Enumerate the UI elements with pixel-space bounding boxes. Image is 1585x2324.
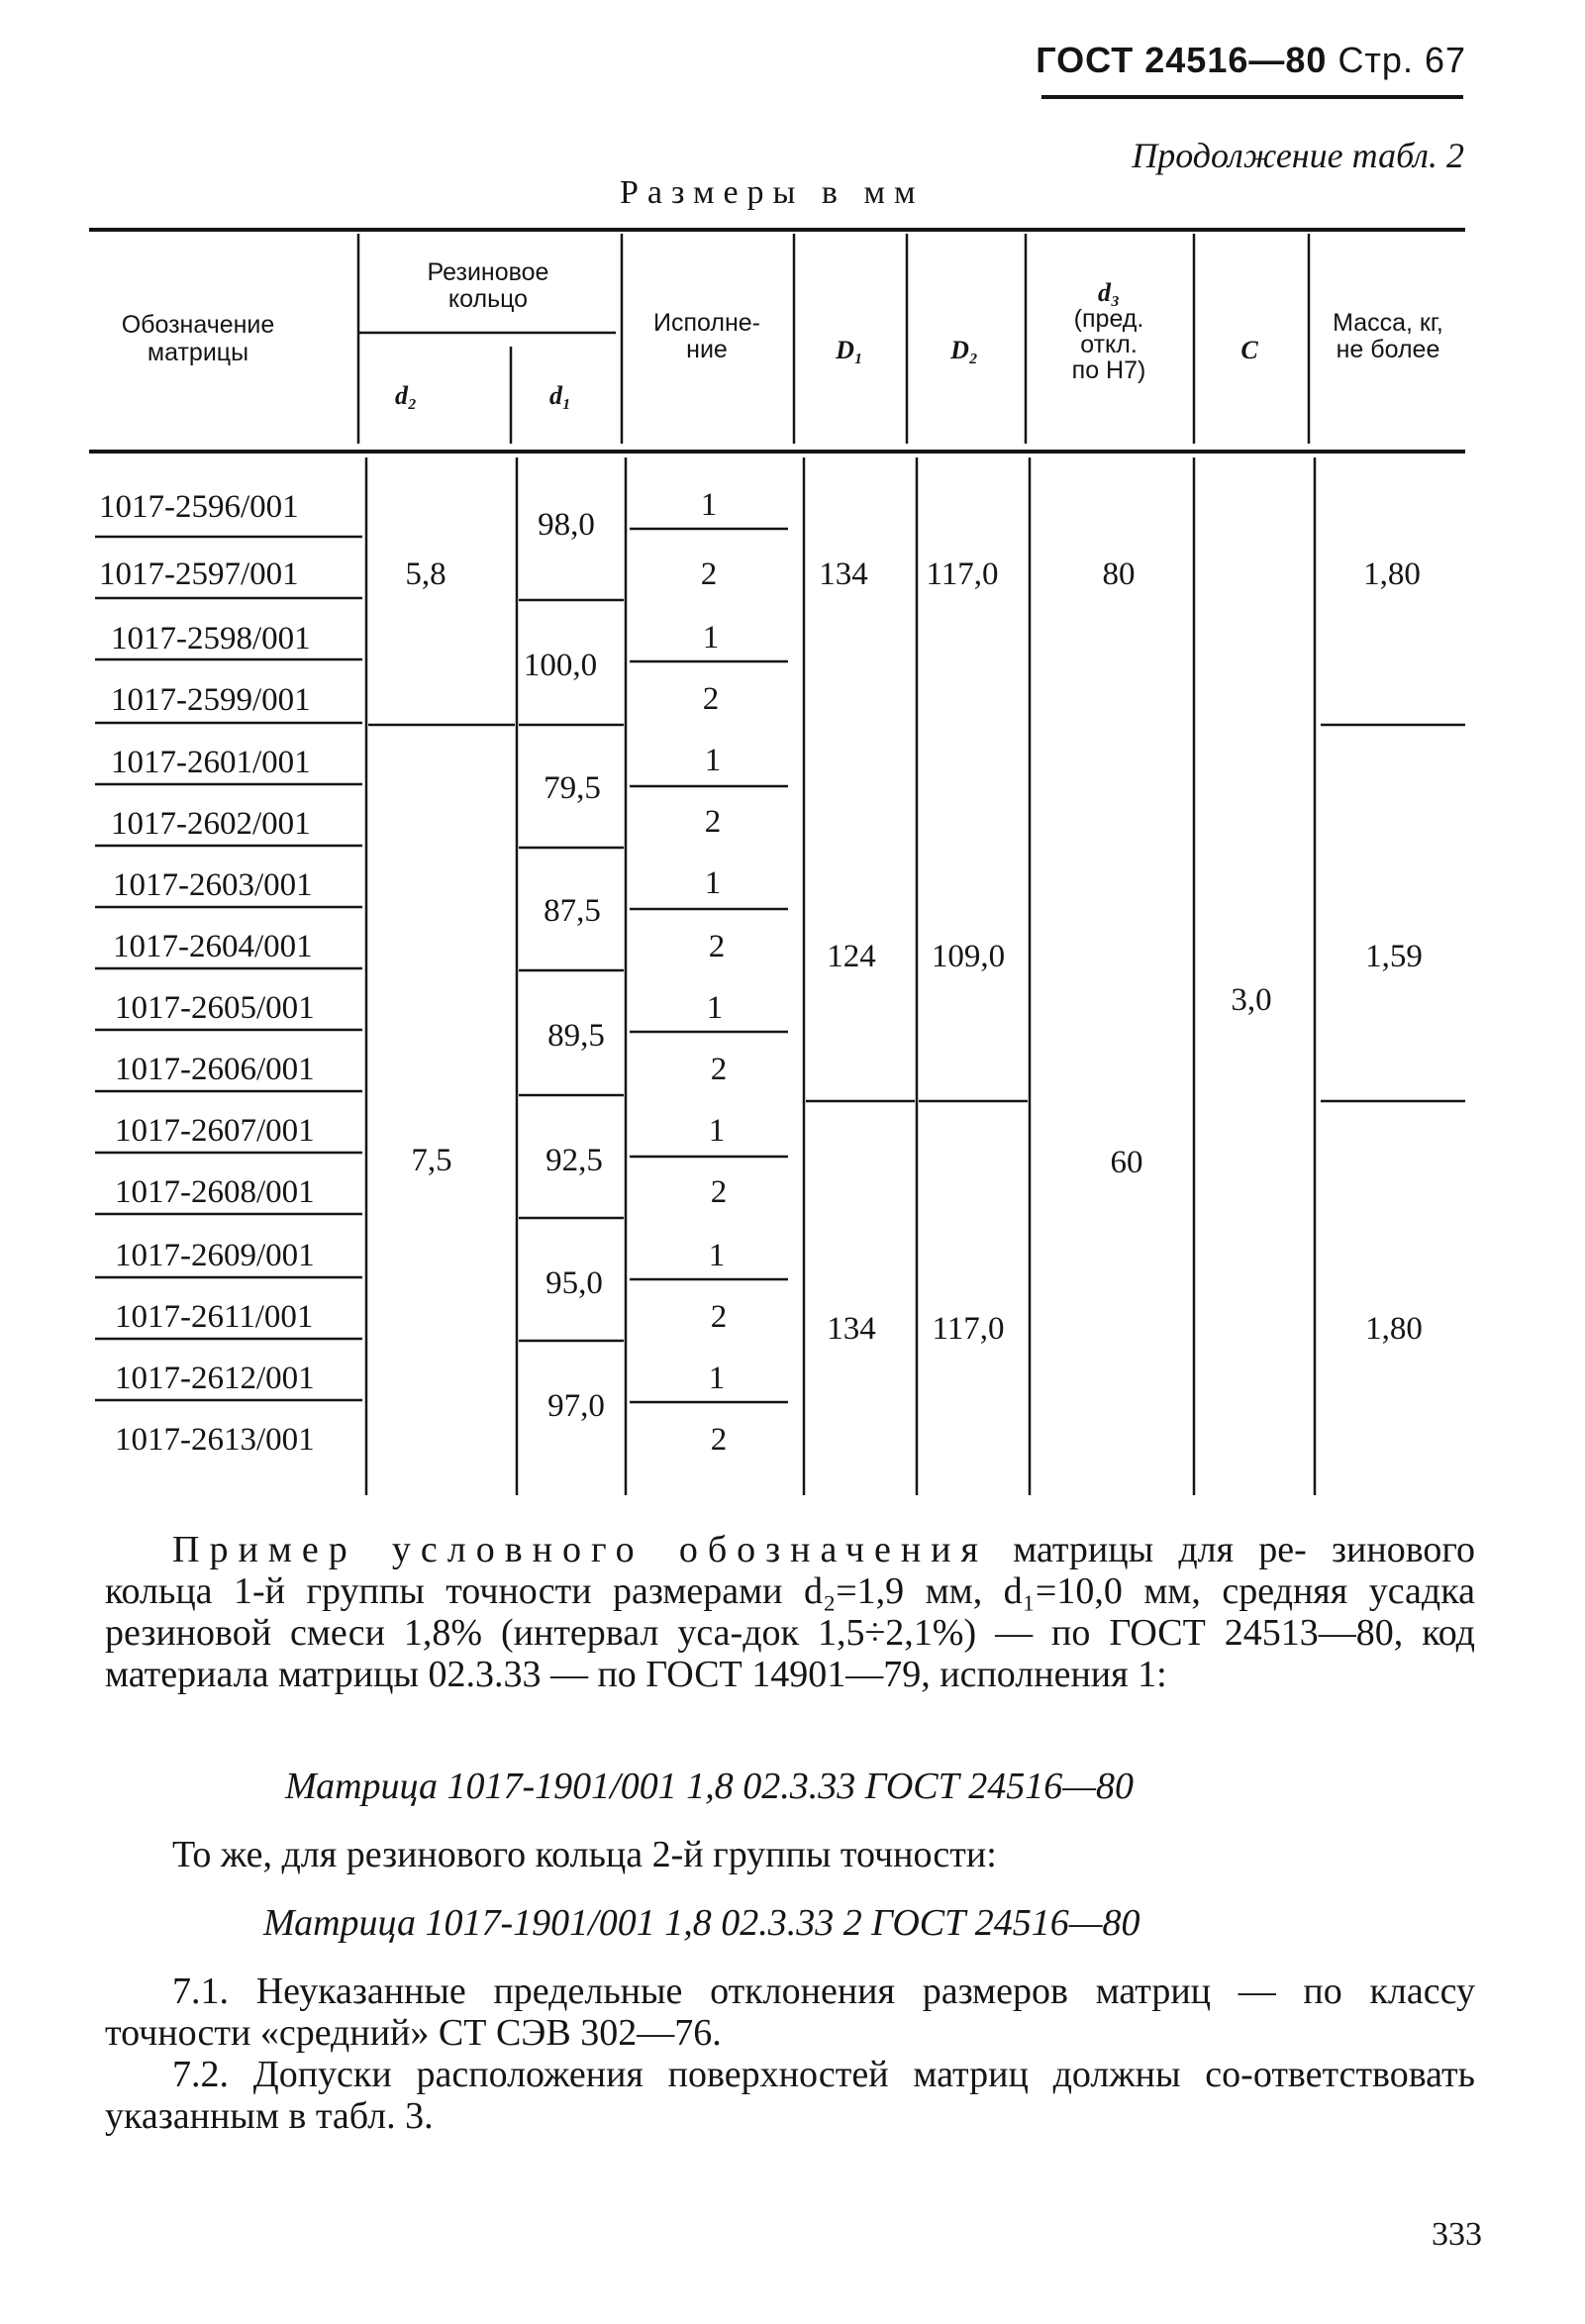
designation-cell: 1017-2604/001: [113, 929, 313, 964]
designation-formula-2: Матрица 1017-1901/001 1,8 02.3.33 2 ГОСТ 24516—80: [263, 1902, 1140, 1944]
D1-cell: 124: [827, 939, 876, 974]
col-header-d1: d₁: [548, 381, 572, 410]
designation-cell: 1017-2608/001: [115, 1174, 315, 1210]
d1-cell: 100,0: [523, 648, 598, 683]
variant-cell: 2: [710, 1052, 728, 1087]
variant-cell: 2: [700, 556, 718, 592]
col-header-d3-line3: откл.: [1080, 331, 1138, 358]
mass-cell: 1,59: [1365, 939, 1423, 974]
mass-cell: 1,80: [1365, 1311, 1423, 1347]
designation-cell: 1017-2597/001: [99, 556, 299, 592]
variant-cell: 1: [700, 487, 718, 523]
variant-cell: 2: [702, 681, 720, 717]
D2-cell: 109,0: [931, 939, 1006, 974]
d1-cell: 89,5: [547, 1018, 605, 1054]
variant-cell: 2: [710, 1174, 728, 1210]
C-cell: 3,0: [1231, 982, 1272, 1018]
col-header-D2: D₂: [950, 336, 978, 364]
col-header-d2: d₂: [394, 381, 418, 410]
designation-cell: 1017-2609/001: [115, 1238, 315, 1273]
variant-cell: 2: [704, 804, 722, 840]
D2-cell: 117,0: [932, 1311, 1005, 1347]
D2-cell: 117,0: [926, 556, 999, 592]
designation-cell: 1017-2603/001: [113, 867, 313, 903]
designation-cell: 1017-2607/001: [115, 1113, 315, 1149]
variant-cell: 2: [708, 929, 726, 964]
d2-cell: 5,8: [405, 556, 446, 592]
example-lead-word: Пример условного обозначения: [172, 1529, 988, 1570]
d2-cell: 7,5: [411, 1143, 452, 1178]
designation-cell: 1017-2612/001: [115, 1361, 315, 1396]
variant-column: [701, 487, 728, 1458]
designation-cell: 1017-2599/001: [111, 682, 311, 718]
second-group-note: То же, для резинового кольца 2-й группы точности:: [172, 1834, 997, 1875]
d1-cell: 92,5: [545, 1143, 603, 1178]
designation-cell: 1017-2602/001: [111, 806, 311, 842]
col-header-mass-line1: Масса, кг,: [1333, 309, 1443, 337]
page-number: 333: [1432, 2216, 1482, 2253]
col-header-d3-symbol: d₃: [1097, 278, 1121, 307]
variant-cell: 1: [706, 990, 724, 1026]
d1-cell: 79,5: [544, 770, 601, 806]
d3-cell: 80: [1102, 556, 1136, 592]
example-lead-tail: матрицы для ре-: [1013, 1529, 1307, 1570]
designation-cell: 1017-2611/001: [115, 1299, 314, 1335]
col-header-designation-line2: матрицы: [147, 339, 249, 366]
d1-cell: 98,0: [538, 507, 595, 543]
designation-cell: 1017-2596/001: [99, 489, 299, 525]
page-label: Стр. 67: [1337, 40, 1466, 80]
col-header-designation-line1: Обозначение: [121, 311, 275, 339]
D1-cell: 134: [819, 556, 868, 592]
table-units-caption: Размеры в мм: [620, 174, 925, 211]
clause-7-1: 7.1. Неуказанные предельные отклонения размеров матриц — по классу точности «средний» СТ СЭВ 302—76.: [105, 1970, 1475, 2054]
col-header-d3-line2: (пред.: [1073, 305, 1144, 333]
designation-column: [99, 489, 315, 1458]
clause-7-2: 7.2. Допуски расположения поверхностей матриц должны со-ответствовать указанным в табл. 3.: [105, 2054, 1475, 2137]
table-continuation-note: Продолжение табл. 2: [1132, 136, 1464, 175]
variant-cell: 1: [704, 743, 722, 778]
d1-cell: 97,0: [547, 1388, 605, 1424]
designation-cell: 1017-2606/001: [115, 1052, 315, 1087]
designation-cell: 1017-2598/001: [111, 621, 311, 657]
designation-cell: 1017-2601/001: [111, 745, 311, 780]
col-header-d3-line4: по Н7): [1071, 356, 1146, 384]
mass-cell: 1,80: [1363, 556, 1421, 592]
variant-cell: 1: [708, 1113, 726, 1149]
col-header-variant-line2: ние: [686, 336, 728, 363]
designation-cell: 1017-2605/001: [115, 990, 315, 1026]
standard-number: ГОСТ 24516—80: [1036, 40, 1328, 80]
col-header-C: С: [1240, 336, 1258, 364]
example-body: зинового кольца 1-й группы точности размерами d₂=1,9 мм, d₁=10,0 мм, средняя усадка резиновой смеси 1,8% (интервал уса-док 1,5÷2,1%) — по ГОСТ 24513—80, код материала матрицы 02.3.33 — по ГОСТ 14901—79, исполнения 1:: [105, 1529, 1476, 1695]
col-header-rubber-ring-line2: кольцо: [447, 285, 529, 313]
variant-cell: 1: [708, 1238, 726, 1273]
d1-cell: 87,5: [544, 893, 601, 929]
variant-cell: 1: [708, 1361, 726, 1396]
variant-cell: 2: [710, 1422, 728, 1458]
variant-cell: 2: [710, 1299, 728, 1335]
designation-example-paragraph: [105, 1529, 1475, 1695]
designation-formula-1: Матрица 1017-1901/001 1,8 02.3.33 ГОСТ 24516—80: [285, 1766, 1135, 1807]
variant-cell: 1: [702, 620, 720, 656]
variant-cell: 1: [704, 865, 722, 901]
d1-cell: 95,0: [545, 1265, 603, 1301]
col-header-variant-line1: Исполне-: [653, 309, 760, 337]
col-header-rubber-ring-line1: Резиновое: [427, 258, 549, 286]
designation-cell: 1017-2613/001: [115, 1422, 315, 1458]
col-header-D1: D₁: [836, 336, 863, 364]
col-header-mass-line2: не более: [1336, 336, 1440, 363]
d3-cell: 60: [1110, 1145, 1143, 1180]
D1-cell: 134: [827, 1311, 876, 1347]
